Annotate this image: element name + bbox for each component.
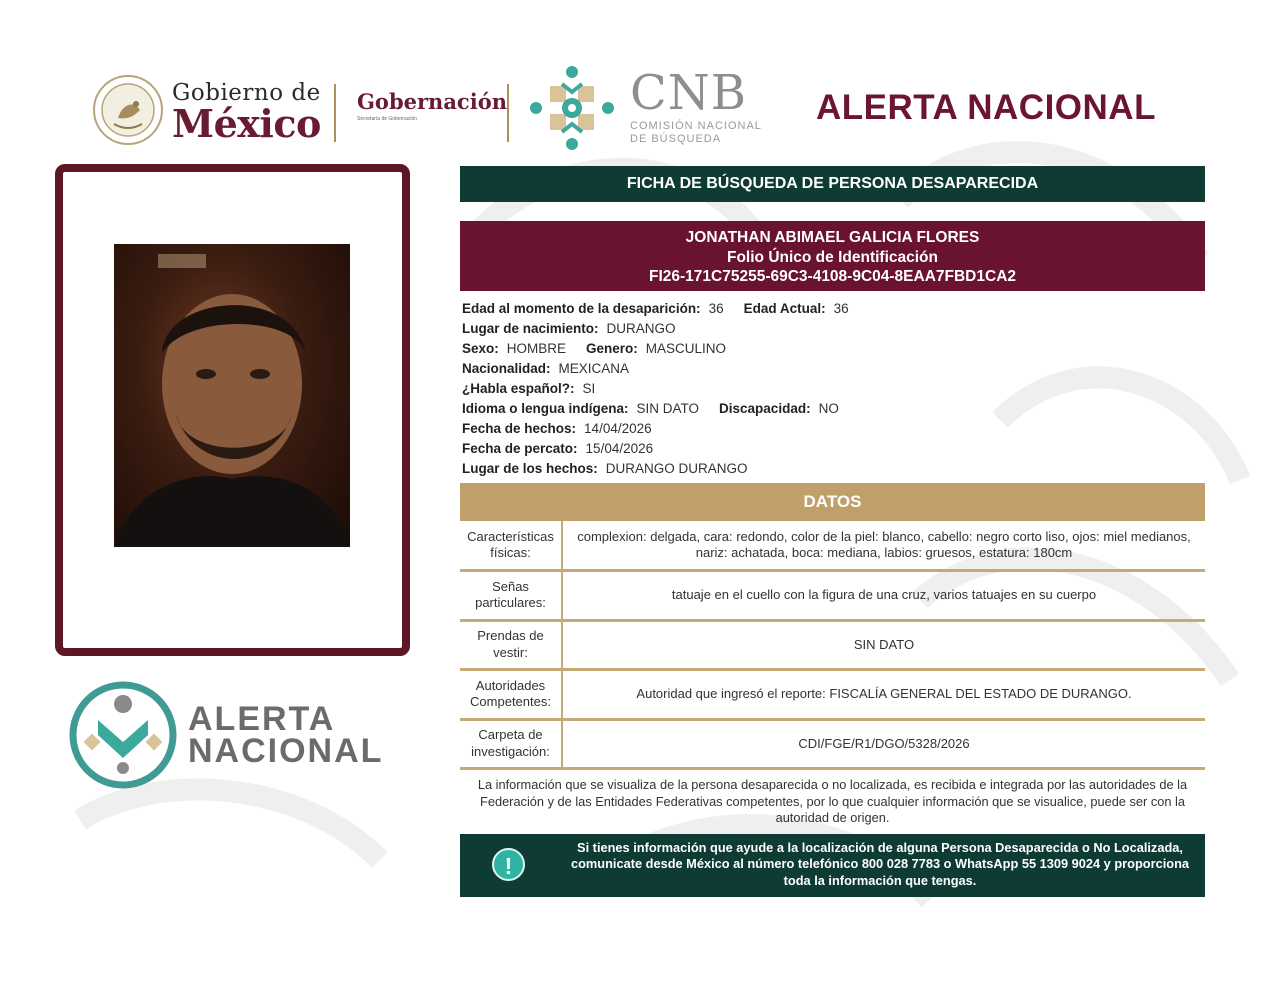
info-row <box>462 359 1205 379</box>
edad-actual-value: 36 <box>833 301 849 316</box>
fecha-hechos-label: Fecha de hechos: <box>462 421 577 436</box>
table-row <box>460 719 1205 769</box>
table-row <box>460 571 1205 621</box>
cnb-logo-icon <box>526 62 618 154</box>
ficha-content <box>460 166 1205 897</box>
sexo-label: Sexo: <box>462 341 499 356</box>
person-info <box>460 299 1205 479</box>
alerta-logo-line2: NACIONAL <box>188 732 384 770</box>
nacionalidad-value: MEXICANA <box>558 361 630 376</box>
contact-banner <box>460 834 1205 897</box>
info-row <box>462 379 1205 399</box>
datos-value: Autoridad que ingresó el reporte: FISCALÍA GENERAL DEL ESTADO DE DURANGO. <box>562 670 1205 720</box>
info-row <box>462 319 1205 339</box>
datos-label: Señas particulares: <box>460 571 562 621</box>
person-photo-illustration <box>114 244 350 547</box>
table-row <box>460 521 1205 571</box>
cnb-logo-text <box>630 66 762 146</box>
fecha-percato-label: Fecha de percato: <box>462 441 578 456</box>
info-row <box>462 459 1205 479</box>
gobernacion-title: Gobernación <box>357 89 507 114</box>
edad-actual-label: Edad Actual: <box>743 301 826 316</box>
person-name: JONATHAN ABIMAEL GALICIA FLORES <box>685 229 980 246</box>
header <box>0 0 1280 160</box>
genero-label: Genero: <box>586 341 638 356</box>
sexo-value: HOMBRE <box>506 341 567 356</box>
nacionalidad-label: Nacionalidad: <box>462 361 551 376</box>
exclamation-icon: ! <box>492 848 525 881</box>
info-row <box>462 439 1205 459</box>
espanol-label: ¿Habla español?: <box>462 381 575 396</box>
info-row <box>462 339 1205 359</box>
info-row <box>462 419 1205 439</box>
info-row <box>462 299 1205 319</box>
gobierno-line1: Gobierno de <box>172 80 321 106</box>
datos-label: Autoridades Competentes: <box>460 670 562 720</box>
fecha-hechos-value: 14/04/2026 <box>584 421 652 436</box>
separator <box>507 84 509 142</box>
escudo-nacional-icon <box>92 74 164 146</box>
cnb-subtitle-line1: COMISIÓN NACIONAL <box>630 120 762 132</box>
discapacidad-label: Discapacidad: <box>719 401 811 416</box>
datos-value: CDI/FGE/R1/DGO/5328/2026 <box>562 719 1205 769</box>
discapacidad-value: NO <box>818 401 839 416</box>
datos-label: Prendas de vestir: <box>460 620 562 670</box>
separator <box>334 84 336 142</box>
table-row <box>460 620 1205 670</box>
idioma-label: Idioma o lengua indígena: <box>462 401 629 416</box>
lugar-hechos-label: Lugar de los hechos: <box>462 461 598 476</box>
idioma-value: SIN DATO <box>636 401 700 416</box>
person-photo <box>114 244 350 547</box>
ficha-title: FICHA DE BÚSQUEDA DE PERSONA DESAPARECIDA <box>460 166 1205 202</box>
nacimiento-label: Lugar de nacimiento: <box>462 321 599 336</box>
contact-text: Si tienes información que ayude a la localización de alguna Persona Desaparecida o No Localizada, comunicate desde México al número telefónico 800 028 7783 o WhatsApp 55 1309 9024 y proporciona toda la información que tengas. <box>570 839 1190 888</box>
genero-value: MASCULINO <box>645 341 727 356</box>
datos-title: DATOS <box>460 483 1205 521</box>
cnb-subtitle-line2: DE BÚSQUEDA <box>630 133 722 145</box>
espanol-value: SI <box>582 381 596 396</box>
datos-table <box>460 521 1205 770</box>
datos-value: complexion: delgada, cara: redondo, color de la piel: blanco, cabello: negro corto liso, ojos: miel medianos, nariz: achatada, boca: mediana, labios: gruesos, estatura: 180cm <box>562 521 1205 571</box>
datos-value: tatuaje en el cuello con la figura de una cruz, varios tatuajes en su cuerpo <box>562 571 1205 621</box>
lugar-hechos-value: DURANGO DURANGO <box>605 461 748 476</box>
info-row <box>462 399 1205 419</box>
gobernacion-subtitle: Secretaría de Gobernación <box>357 116 418 122</box>
photo-frame <box>55 164 410 656</box>
datos-label: Características físicas: <box>460 521 562 571</box>
folio-label: Folio Único de Identificación <box>727 248 938 266</box>
edad-desaparicion-label: Edad al momento de la desaparición: <box>462 301 701 316</box>
alerta-nacional-title: ALERTA NACIONAL <box>816 88 1156 127</box>
datos-label: Carpeta de investigación: <box>460 719 562 769</box>
fecha-percato-value: 15/04/2026 <box>585 441 654 456</box>
disclaimer-text: La información que se visualiza de la persona desaparecida o no localizada, es recibida e integrada por las autoridades de la Federación y de las Entidades Federativas competentes, por lo que cualquier información que se visualice, puede ser con la autoridad de origen. <box>477 777 1188 825</box>
alerta-nacional-logo-icon <box>68 680 178 790</box>
alerta-logo-line1: ALERTA <box>188 700 336 738</box>
gobernacion-logo <box>357 90 507 122</box>
person-name-box <box>460 221 1205 291</box>
alerta-nacional-logo-text <box>188 700 384 770</box>
folio-value: FI26-171C75255-69C3-4108-9C04-8EAA7FBD1CA2 <box>648 268 1017 285</box>
table-row <box>460 670 1205 720</box>
datos-value: SIN DATO <box>562 620 1205 670</box>
gobierno-de-mexico-logo <box>172 80 321 146</box>
edad-desaparicion-value: 36 <box>708 301 724 316</box>
nacimiento-value: DURANGO <box>606 321 676 336</box>
gobierno-line2: México <box>172 101 321 146</box>
cnb-title: CNB <box>630 65 747 121</box>
